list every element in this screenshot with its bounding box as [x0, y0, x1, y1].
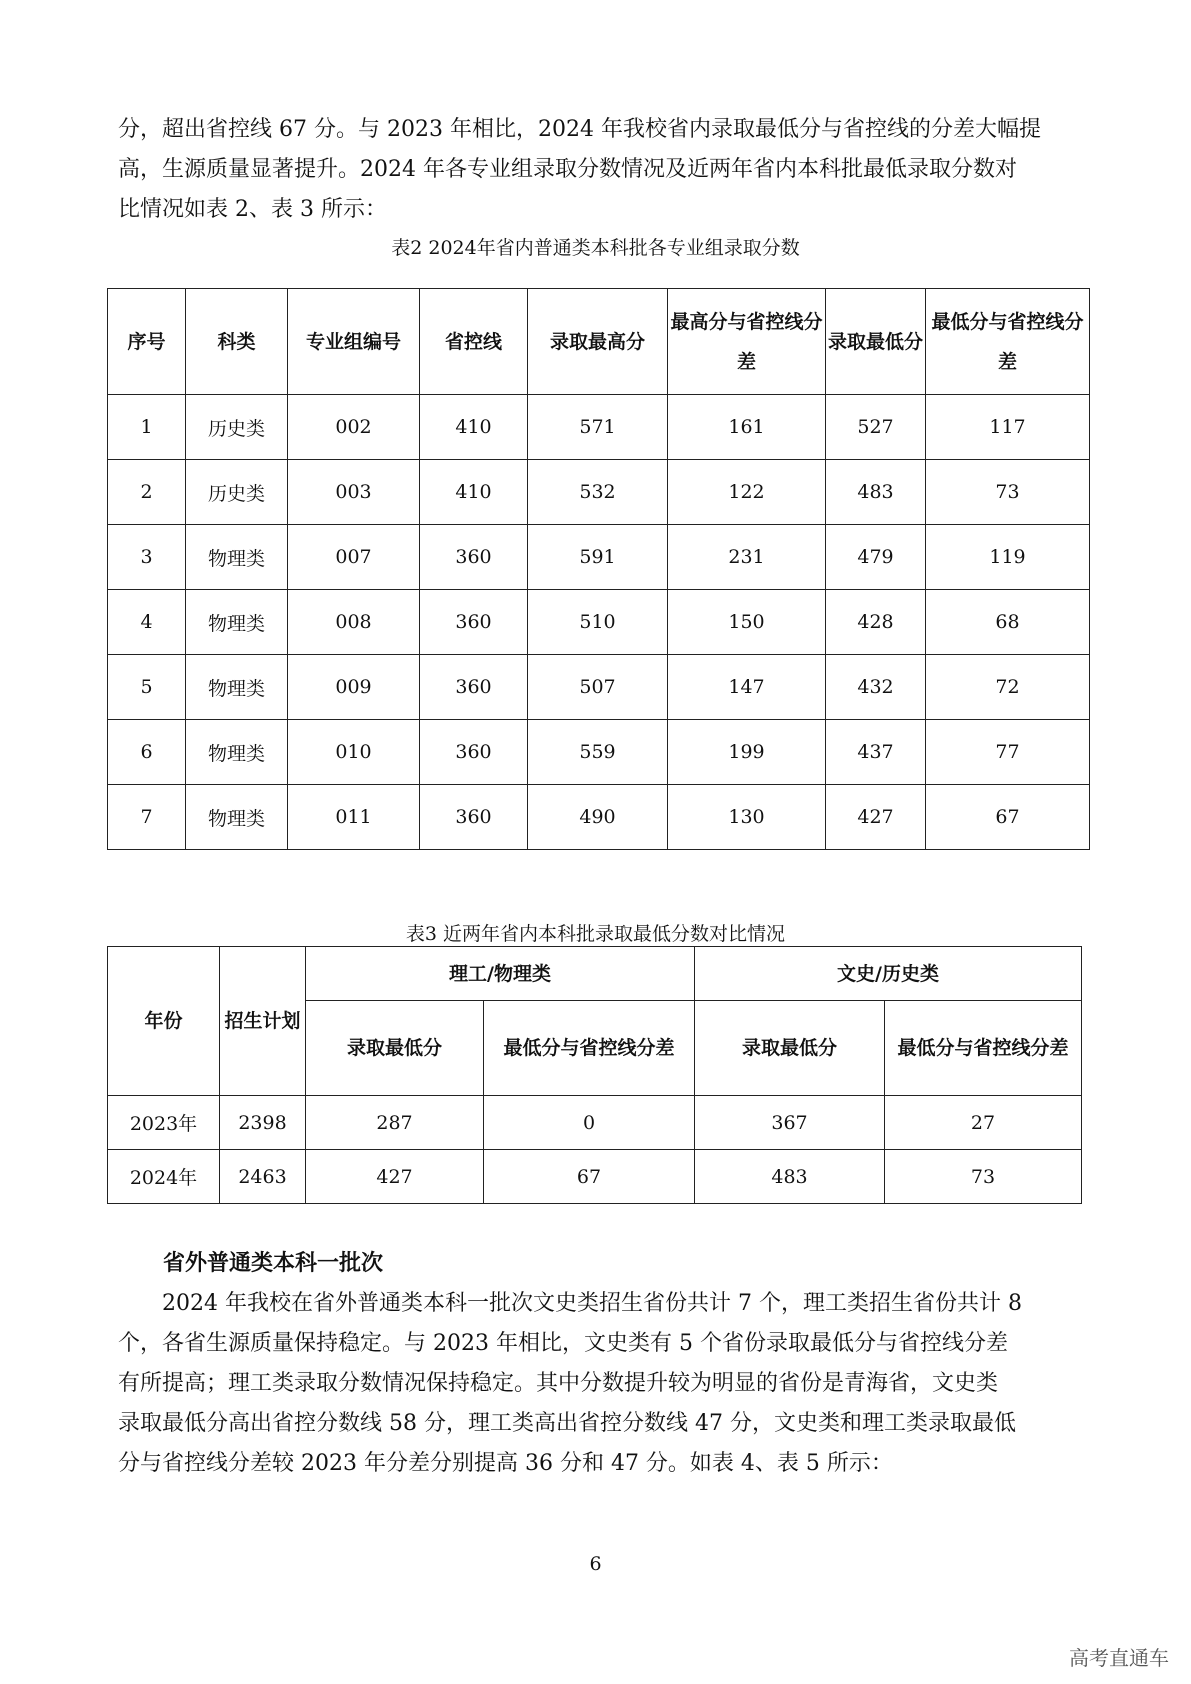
header-arts-min-score: 录取最低分	[695, 1001, 885, 1096]
table-row	[108, 655, 1090, 720]
cell-science-min-diff: 0	[484, 1096, 695, 1150]
cell-group-code: 008	[288, 590, 420, 655]
intro-line: 比情况如表 2、表 3 所示：	[118, 197, 387, 222]
cell-group-code: 011	[288, 785, 420, 850]
cell-max-diff: 130	[668, 785, 826, 850]
table3-header-row	[108, 947, 1082, 1001]
header-max-score: 录取最高分	[528, 289, 668, 395]
cell-max-diff: 161	[668, 395, 826, 460]
cell-plan: 2398	[220, 1096, 306, 1150]
cell-min-diff: 72	[926, 655, 1090, 720]
cell-science-min-score: 427	[306, 1150, 484, 1204]
header-year: 年份	[108, 947, 220, 1096]
cell-arts-min-score: 367	[695, 1096, 885, 1150]
cell-max-diff: 231	[668, 525, 826, 590]
cell-control-line: 410	[420, 460, 528, 525]
cell-category: 物理类	[186, 720, 288, 785]
cell-group-code: 002	[288, 395, 420, 460]
cell-min-score: 432	[826, 655, 926, 720]
cell-group-code: 007	[288, 525, 420, 590]
header-enrollment-plan: 招生计划	[220, 947, 306, 1096]
table-row	[108, 720, 1090, 785]
cell-category: 物理类	[186, 785, 288, 850]
table2-header-row	[108, 289, 1090, 395]
table3-caption: 表3 近两年省内本科批录取最低分数对比情况	[405, 923, 786, 945]
cell-index: 7	[108, 785, 186, 850]
cell-min-score: 527	[826, 395, 926, 460]
cell-group-code: 003	[288, 460, 420, 525]
cell-max-diff: 122	[668, 460, 826, 525]
header-min-score: 录取最低分	[826, 289, 926, 395]
cell-min-diff: 117	[926, 395, 1090, 460]
cell-index: 4	[108, 590, 186, 655]
header-science-min-score: 录取最低分	[306, 1001, 484, 1096]
cell-min-diff: 73	[926, 460, 1090, 525]
cell-max-score: 591	[528, 525, 668, 590]
cell-control-line: 360	[420, 590, 528, 655]
cell-max-diff: 150	[668, 590, 826, 655]
section-heading: 省外普通类本科一批次	[163, 1250, 384, 1276]
table-row	[108, 395, 1090, 460]
cell-index: 3	[108, 525, 186, 590]
section-line: 2024 年我校在省外普通类本科一批次文史类招生省份共计 7 个，理工类招生省份共计 8	[162, 1291, 1022, 1316]
cell-control-line: 360	[420, 720, 528, 785]
section-line: 个，各省生源质量保持稳定。与 2023 年相比，文史类有 5 个省份录取最低分与省控线分差	[118, 1331, 1008, 1356]
intro-paragraph	[118, 110, 1078, 230]
table-row	[108, 785, 1090, 850]
cell-arts-min-diff: 27	[885, 1096, 1082, 1150]
cell-category: 物理类	[186, 590, 288, 655]
header-category: 科类	[186, 289, 288, 395]
cell-min-diff: 68	[926, 590, 1090, 655]
section-paragraph	[118, 1284, 1078, 1484]
cell-min-score: 479	[826, 525, 926, 590]
cell-arts-min-diff: 73	[885, 1150, 1082, 1204]
cell-group-code: 010	[288, 720, 420, 785]
header-control-line: 省控线	[420, 289, 528, 395]
cell-max-score: 507	[528, 655, 668, 720]
table3-min-score-comparison	[107, 946, 1082, 1204]
cell-max-score: 490	[528, 785, 668, 850]
cell-max-score: 510	[528, 590, 668, 655]
cell-science-min-diff: 67	[484, 1150, 695, 1204]
cell-min-score: 483	[826, 460, 926, 525]
cell-min-score: 437	[826, 720, 926, 785]
cell-min-score: 427	[826, 785, 926, 850]
cell-plan: 2463	[220, 1150, 306, 1204]
header-arts-min-diff: 最低分与省控线分差	[885, 1001, 1082, 1096]
cell-control-line: 410	[420, 395, 528, 460]
header-science-min-diff: 最低分与省控线分差	[484, 1001, 695, 1096]
table2-caption: 表2 2024年省内普通类本科批各专业组录取分数	[391, 237, 800, 259]
cell-control-line: 360	[420, 785, 528, 850]
header-index: 序号	[108, 289, 186, 395]
cell-group-code: 009	[288, 655, 420, 720]
cell-index: 6	[108, 720, 186, 785]
header-group-code: 专业组编号	[288, 289, 420, 395]
watermark: 高考直通车	[1069, 1646, 1169, 1670]
cell-science-min-score: 287	[306, 1096, 484, 1150]
cell-max-diff: 147	[668, 655, 826, 720]
cell-year: 2024年	[108, 1150, 220, 1204]
section-line: 有所提高；理工类录取分数情况保持稳定。其中分数提升较为明显的省份是青海省，文史类	[118, 1371, 999, 1396]
cell-category: 物理类	[186, 655, 288, 720]
cell-index: 5	[108, 655, 186, 720]
section-line: 录取最低分高出省控分数线 58 分，理工类高出省控分数线 47 分，文史类和理工类录取最低	[118, 1411, 1016, 1436]
table-row	[108, 1150, 1082, 1204]
cell-max-diff: 199	[668, 720, 826, 785]
header-group-arts: 文史/历史类	[695, 947, 1082, 1001]
cell-index: 1	[108, 395, 186, 460]
table-row	[108, 460, 1090, 525]
cell-category: 历史类	[186, 395, 288, 460]
cell-max-score: 571	[528, 395, 668, 460]
cell-control-line: 360	[420, 525, 528, 590]
table2-admission-scores	[107, 288, 1090, 850]
cell-year: 2023年	[108, 1096, 220, 1150]
cell-max-score: 559	[528, 720, 668, 785]
section-line: 分与省控线分差较 2023 年分差分别提高 36 分和 47 分。如表 4、表 5 所示：	[118, 1451, 893, 1476]
table-row	[108, 525, 1090, 590]
header-group-science: 理工/物理类	[306, 947, 695, 1001]
table-row	[108, 590, 1090, 655]
header-min-diff: 最低分与省控线分差	[926, 289, 1090, 395]
cell-min-score: 428	[826, 590, 926, 655]
cell-min-diff: 67	[926, 785, 1090, 850]
cell-index: 2	[108, 460, 186, 525]
intro-line: 高，生源质量显著提升。2024 年各专业组录取分数情况及近两年省内本科批最低录取分数对	[118, 157, 1017, 182]
cell-category: 历史类	[186, 460, 288, 525]
cell-arts-min-score: 483	[695, 1150, 885, 1204]
cell-min-diff: 77	[926, 720, 1090, 785]
cell-category: 物理类	[186, 525, 288, 590]
intro-line: 分，超出省控线 67 分。与 2023 年相比，2024 年我校省内录取最低分与省控线的分差大幅提	[118, 117, 1041, 142]
page-number: 6	[589, 1553, 602, 1575]
cell-max-score: 532	[528, 460, 668, 525]
cell-control-line: 360	[420, 655, 528, 720]
table-row	[108, 1096, 1082, 1150]
cell-min-diff: 119	[926, 525, 1090, 590]
header-max-diff: 最高分与省控线分差	[668, 289, 826, 395]
